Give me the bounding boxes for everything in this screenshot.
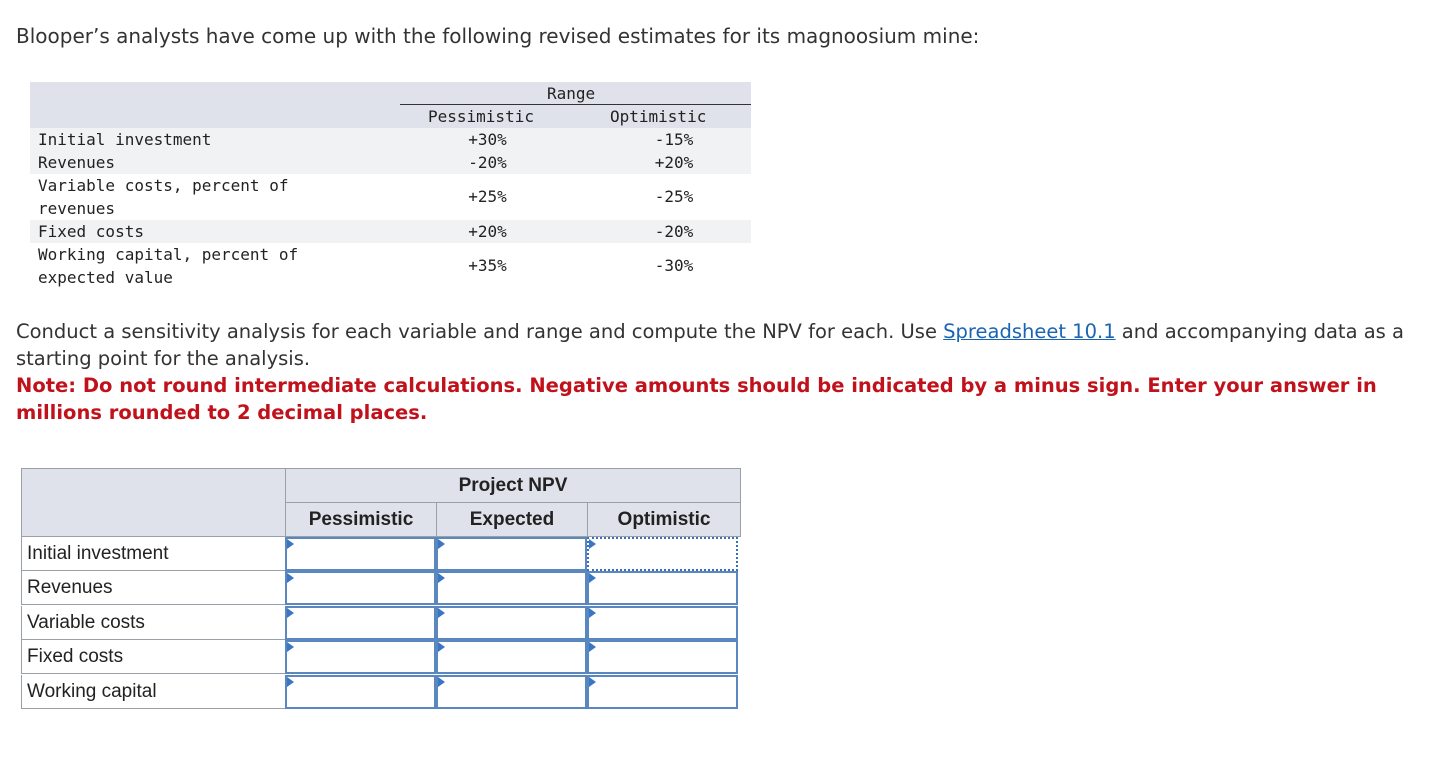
estimate-label: Revenues: [38, 153, 116, 172]
npv-input[interactable]: [287, 677, 434, 707]
estimate-row-variable-costs: [30, 174, 751, 220]
cell-marker-icon: [287, 573, 294, 583]
npv-input[interactable]: [438, 642, 585, 672]
optimistic-value: -25%: [654, 187, 694, 206]
estimate-row-working-capital: [30, 243, 751, 289]
estimates-header: [30, 82, 751, 128]
cell-marker-icon: [438, 539, 445, 549]
npv-input-variable-costs-optimistic[interactable]: [587, 606, 738, 640]
estimate-row-revenues: [30, 151, 751, 174]
npv-input[interactable]: [287, 608, 434, 638]
npv-header-blank: [21, 468, 286, 537]
cell-marker-icon: [589, 539, 596, 549]
optimistic-value: -15%: [654, 130, 694, 149]
npv-title: Project NPV: [285, 468, 741, 503]
intro-text: Blooper’s analysts have come up with the following revised estimates for its magnoosium mine:: [16, 24, 980, 48]
npv-input-revenues-pessimistic[interactable]: [285, 571, 436, 605]
estimate-label: Variable costs, percent of revenues: [38, 176, 289, 218]
estimate-row-fixed-costs: [30, 220, 751, 243]
npv-row-label-working-capital: Working capital: [21, 675, 286, 709]
cell-marker-icon: [287, 539, 294, 549]
npv-input-fixed-costs-expected[interactable]: [436, 640, 587, 674]
cell-marker-icon: [438, 677, 445, 687]
optimistic-value: -30%: [654, 256, 694, 275]
npv-input-working-capital-optimistic[interactable]: [587, 675, 738, 709]
cell-marker-icon: [589, 573, 596, 583]
optimistic-value: -20%: [654, 222, 694, 241]
cell-marker-icon: [589, 677, 596, 687]
npv-row-label-variable-costs: Variable costs: [21, 606, 286, 640]
col-header-pessimistic: Pessimistic: [285, 502, 437, 537]
cell-marker-icon: [438, 642, 445, 652]
estimate-label: Working capital, percent of expected value: [38, 245, 299, 287]
estimate-label: Initial investment: [38, 130, 212, 149]
npv-input[interactable]: [438, 573, 585, 603]
npv-input[interactable]: [589, 677, 736, 707]
cell-marker-icon: [287, 677, 294, 687]
question-text-after: and accompanying data as a starting point for the analysis.: [16, 320, 1404, 370]
pessimistic-value: +20%: [468, 222, 507, 241]
col-header-expected: Expected: [436, 502, 588, 537]
spreadsheet-link[interactable]: Spreadsheet 10.1: [943, 320, 1116, 343]
estimate-row-initial-investment: [30, 128, 751, 151]
cell-marker-icon: [589, 642, 596, 652]
npv-input[interactable]: [438, 608, 585, 638]
pessimistic-value: -20%: [468, 153, 507, 172]
npv-input-variable-costs-pessimistic[interactable]: [285, 606, 436, 640]
optimistic-header: Optimistic: [610, 107, 707, 126]
npv-input-initial-investment-expected[interactable]: [436, 537, 587, 571]
npv-row-label-revenues: Revenues: [21, 571, 286, 605]
npv-input-revenues-optimistic[interactable]: [587, 571, 738, 605]
npv-input[interactable]: [589, 539, 736, 569]
pessimistic-value: +25%: [468, 187, 507, 206]
cell-marker-icon: [287, 608, 294, 618]
npv-input-fixed-costs-optimistic[interactable]: [587, 640, 738, 674]
npv-row-label-fixed-costs: Fixed costs: [21, 640, 286, 674]
range-underline: [400, 104, 751, 105]
npv-input-initial-investment-pessimistic[interactable]: [285, 537, 436, 571]
npv-input-fixed-costs-pessimistic[interactable]: [285, 640, 436, 674]
npv-input[interactable]: [287, 642, 434, 672]
question-text-before: Conduct a sensitivity analysis for each variable and range and compute the NPV for each. Use: [16, 320, 944, 343]
question-text: [16, 318, 1416, 372]
estimates-table: [30, 82, 751, 289]
npv-input[interactable]: [589, 608, 736, 638]
range-header: Range: [547, 84, 596, 103]
npv-input-working-capital-pessimistic[interactable]: [285, 675, 436, 709]
pessimistic-header: Pessimistic: [428, 107, 534, 126]
npv-input[interactable]: [438, 677, 585, 707]
npv-row-label-initial-investment: Initial investment: [21, 537, 286, 571]
pessimistic-value: +35%: [468, 256, 507, 275]
npv-input-initial-investment-optimistic[interactable]: [587, 537, 738, 571]
cell-marker-icon: [438, 573, 445, 583]
npv-input[interactable]: [287, 539, 434, 569]
npv-input[interactable]: [589, 573, 736, 603]
col-header-optimistic: Optimistic: [587, 502, 741, 537]
npv-input-working-capital-expected[interactable]: [436, 675, 587, 709]
cell-marker-icon: [287, 642, 294, 652]
cell-marker-icon: [589, 608, 596, 618]
pessimistic-value: +30%: [468, 130, 507, 149]
npv-input[interactable]: [287, 573, 434, 603]
optimistic-value: +20%: [654, 153, 694, 172]
npv-input[interactable]: [589, 642, 736, 672]
npv-input[interactable]: [438, 539, 585, 569]
estimate-label: Fixed costs: [38, 222, 144, 241]
note-text: Note: Do not round intermediate calculations. Negative amounts should be indicated by a minus sign. Enter your answer in millions rounded to 2 decimal places.: [16, 374, 1377, 424]
npv-input-variable-costs-expected[interactable]: [436, 606, 587, 640]
cell-marker-icon: [438, 608, 445, 618]
npv-input-revenues-expected[interactable]: [436, 571, 587, 605]
